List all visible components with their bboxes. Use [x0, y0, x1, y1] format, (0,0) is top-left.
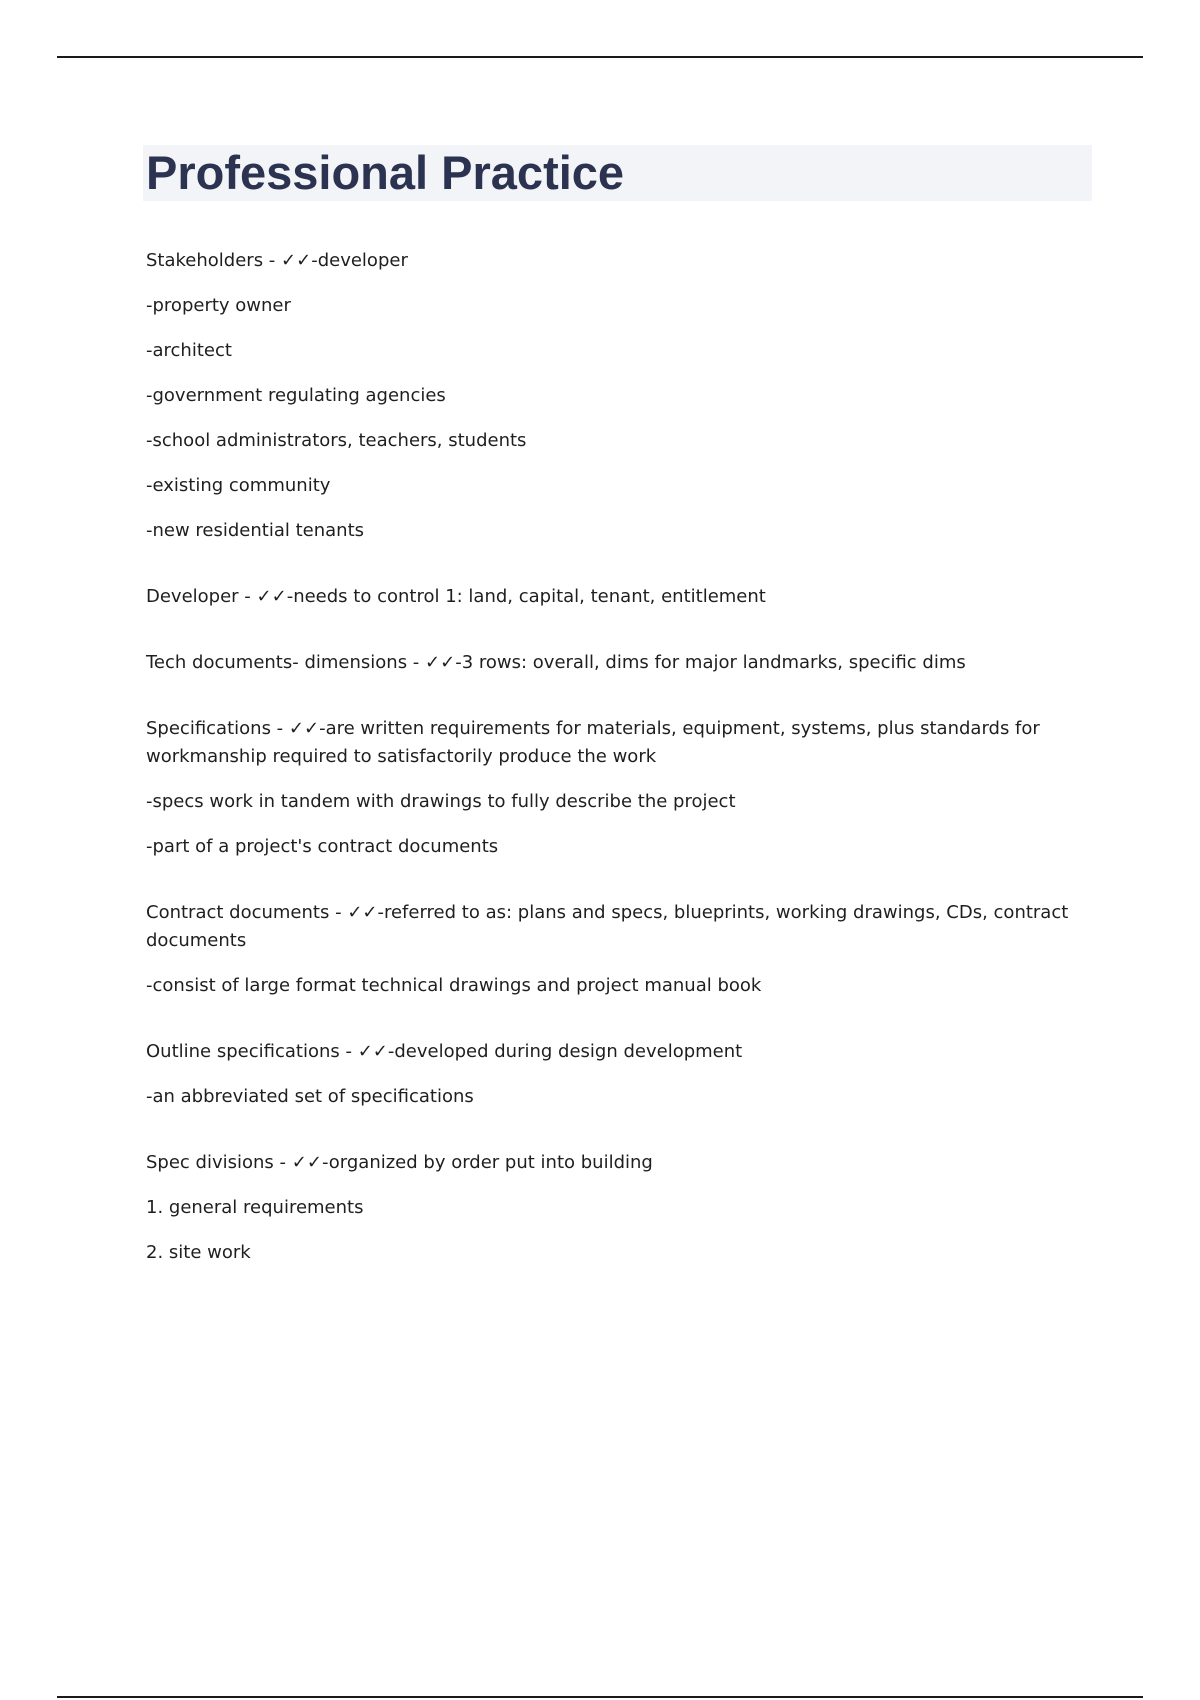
definition-line: -part of a project's contract documents: [146, 836, 499, 857]
term-line: [146, 649, 1076, 677]
term-line: [146, 715, 1076, 771]
definition: -referred to as: plans and specs, blueprints, working drawings, CDs, contract documents: [146, 902, 1069, 951]
flashcard-entry: [146, 247, 1076, 545]
check-icon: ✓✓: [425, 652, 456, 673]
term-separator: -: [270, 718, 289, 739]
term: Contract documents: [146, 902, 330, 923]
definition-line: -an abbreviated set of specifications: [146, 1086, 474, 1107]
term: Stakeholders: [146, 250, 264, 271]
definition: -are written requirements for materials, equipment, systems, plus standards for workmanship required to satisfactorily produce the work: [146, 718, 1040, 767]
flashcard-entry: [146, 649, 1076, 677]
term-separator: -: [339, 1041, 358, 1062]
definition: -3 rows: overall, dims for major landmarks, specific dims: [455, 652, 966, 673]
term-line: [146, 247, 1076, 275]
definition-line: 1. general requirements: [146, 1197, 364, 1218]
term: Spec divisions: [146, 1152, 274, 1173]
flashcard-entry: [146, 1149, 1076, 1267]
definition-line: -specs work in tandem with drawings to fully describe the project: [146, 791, 736, 812]
definition-line: -architect: [146, 340, 232, 361]
flashcard-entry: [146, 899, 1076, 1000]
check-icon: ✓✓: [256, 586, 287, 607]
check-icon: ✓✓: [357, 1041, 388, 1062]
term-separator: -: [263, 250, 282, 271]
term-separator: -: [407, 652, 426, 673]
flashcard-entry: [146, 1038, 1076, 1111]
check-icon: ✓✓: [291, 1152, 322, 1173]
definition-line: -existing community: [146, 475, 331, 496]
term: Tech documents- dimensions: [146, 652, 408, 673]
page-title: Professional Practice: [146, 146, 625, 199]
definition: -developer: [311, 250, 408, 271]
term-line: [146, 899, 1076, 955]
check-icon: ✓✓: [347, 902, 378, 923]
definition: -organized by order put into building: [321, 1152, 653, 1173]
flashcard-entry: [146, 583, 1076, 611]
definition-line: -school administrators, teachers, students: [146, 430, 527, 451]
flashcard-entry: [146, 715, 1076, 861]
term: Outline specifications: [146, 1041, 340, 1062]
term-separator: -: [273, 1152, 292, 1173]
top-rule: [57, 56, 1143, 58]
term-line: [146, 1149, 1076, 1177]
definition-line: -consist of large format technical drawings and project manual book: [146, 975, 762, 996]
definition: -needs to control 1: land, capital, tenant, entitlement: [286, 586, 766, 607]
term-line: [146, 583, 1076, 611]
bottom-rule: [57, 1696, 1143, 1698]
definition: -developed during design development: [387, 1041, 743, 1062]
definition-line: -property owner: [146, 295, 291, 316]
definition-line: 2. site work: [146, 1242, 251, 1263]
flashcard-list: [146, 247, 1076, 1267]
term-separator: -: [238, 586, 257, 607]
check-icon: ✓✓: [288, 718, 320, 739]
definition-line: -new residential tenants: [146, 520, 365, 541]
term: Developer: [146, 586, 239, 607]
check-icon: ✓✓: [281, 250, 312, 271]
definition-line: -government regulating agencies: [146, 385, 446, 406]
term-separator: -: [329, 902, 348, 923]
term-line: [146, 1038, 1076, 1066]
term: Specifications: [146, 718, 271, 739]
